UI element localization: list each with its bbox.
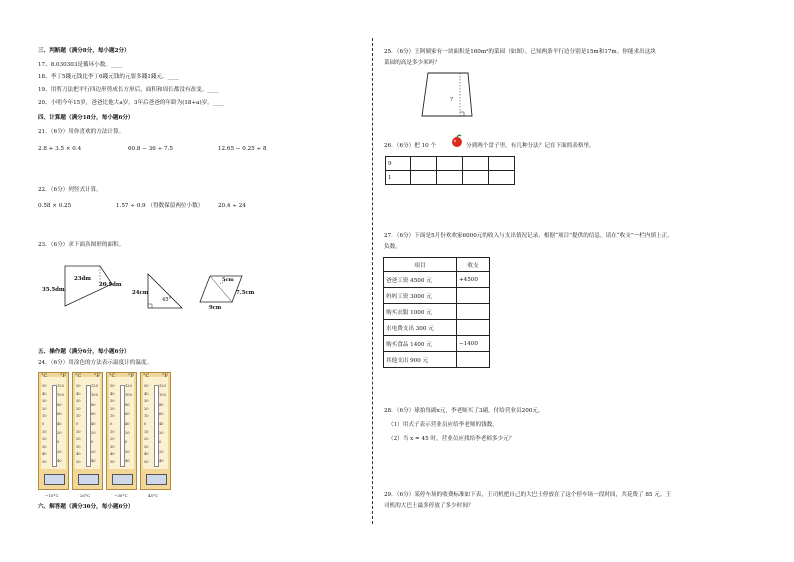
celsius-tick-label: 10 — [144, 414, 149, 419]
fahrenheit-tick-label: 0 — [91, 440, 94, 445]
table-cell — [463, 157, 489, 171]
parallelogram-top-label: 5cm — [222, 277, 234, 283]
celsius-unit: °C — [143, 373, 150, 379]
table-cell: 妈妈工资 3000 元 — [384, 288, 457, 304]
triangle-figure — [146, 272, 186, 312]
section-4-title: 四、计算题（满分18分，每小题6分） — [38, 115, 134, 121]
q21-expr-a: 2.8 + 3.5 × 0.4 — [38, 146, 82, 152]
celsius-tick-label: 30 — [110, 444, 115, 449]
celsius-tick-label: 10 — [76, 414, 81, 419]
celsius-tick-label: 50 — [76, 460, 81, 464]
fahrenheit-tick-label: 20 — [91, 431, 96, 435]
trapezoid-left-label: 35.5dm — [42, 287, 65, 293]
q22-expr-c: 20.4 ÷ 24 — [218, 203, 246, 209]
celsius-tick-label: 40 — [144, 452, 149, 457]
table-cell — [463, 171, 489, 185]
celsius-tick-label: 40 — [76, 391, 81, 396]
celsius-tick-label: 50 — [42, 384, 47, 388]
question-23: 23．（6分）求下面各图形的面积。 — [38, 242, 125, 248]
table-cell: 9 — [386, 157, 411, 171]
fahrenheit-tick-label: 100 — [159, 393, 166, 398]
celsius-tick-label: 30 — [144, 444, 149, 449]
celsius-tick-label: 20 — [144, 437, 149, 442]
question-28: 28．（6分）球拍每副x元，李老师买了3副，付给营业员200元。 — [384, 408, 544, 414]
celsius-tick-label: 0 — [42, 422, 45, 426]
question-26-prefix: 26．（6分）把 10 个 — [384, 143, 437, 149]
question-27-line1: 27．（6分）下面是5月份欢欢家6000元的收入与支出情况记录，根据“项目”提供的信息，请在“收支”一栏内填上正、 — [384, 233, 673, 239]
fahrenheit-tick-label: 100 — [125, 393, 132, 398]
table-cell — [457, 352, 490, 368]
fahrenheit-tick-label: 40 — [159, 421, 164, 426]
celsius-tick-label: 10 — [144, 429, 149, 434]
section-6-title: 六、解答题（满分36分，每小题6分） — [38, 504, 134, 510]
table-cell: 其他支出 900 元 — [384, 352, 457, 368]
celsius-tick-label: 20 — [76, 437, 81, 442]
fahrenheit-tick-label: 0 — [159, 440, 162, 445]
question-19: 19、用剪刀法把平行四边形剪成长方形后，面积和周长都没有改变。____ — [38, 87, 219, 93]
fahrenheit-tick-label: 80 — [57, 402, 62, 407]
celsius-tick-label: 50 — [110, 384, 115, 388]
table-cell — [457, 320, 490, 336]
celsius-tick-label: 20 — [42, 406, 47, 411]
celsius-tick-label: 50 — [42, 460, 47, 464]
fahrenheit-tick-label: 100 — [57, 393, 64, 398]
section-5-title: 五、操作题（满分6分，每小题6分） — [38, 349, 130, 355]
celsius-tick-label: 40 — [76, 452, 81, 457]
celsius-tick-label: 20 — [42, 437, 47, 442]
fahrenheit-unit: °F — [60, 373, 66, 379]
celsius-tick-label: 10 — [42, 429, 47, 434]
celsius-unit: °C — [75, 373, 82, 379]
fahrenheit-tick-label: 40 — [91, 421, 96, 426]
celsius-tick-label: 30 — [76, 399, 81, 404]
celsius-tick-label: 30 — [144, 399, 149, 404]
fahrenheit-unit: °F — [128, 373, 134, 379]
fahrenheit-tick-label: 20 — [125, 431, 130, 435]
celsius-tick-label: 20 — [110, 406, 115, 411]
celsius-tick-label: 50 — [144, 384, 149, 388]
celsius-tick-label: 10 — [110, 414, 115, 419]
celsius-unit: °C — [109, 373, 116, 379]
celsius-tick-label: 40 — [110, 391, 115, 396]
celsius-tick-label: 50 — [110, 460, 115, 464]
q27-table — [383, 257, 490, 368]
fahrenheit-unit: °F — [162, 373, 168, 379]
thermometer-temp-3: −30°C — [114, 493, 128, 498]
question-24: 24．（6分）用涂色的方法表示温度计的温度。 — [38, 360, 153, 366]
question-20: 20、小明今年15岁，爸爸比他大a岁，3年后爸爸的年龄为(18+a)岁。____ — [38, 100, 225, 106]
trapezoid-top-label: 23dm — [74, 276, 91, 282]
table-cell — [489, 171, 515, 185]
celsius-tick-label: 40 — [42, 452, 47, 457]
apple-icon — [450, 134, 464, 148]
trapezoid-right-label: 20.5dm — [99, 282, 122, 288]
table-header-row — [384, 258, 490, 272]
fahrenheit-tick-label: 20 — [159, 431, 164, 435]
thermometer[interactable] — [106, 372, 137, 490]
table-cell — [489, 157, 515, 171]
question-27-line2: 负数。 — [384, 244, 401, 250]
question-29-line1: 29．（6分）某停车场的收费标准如下表，王司机把自己的大巴士停放在了这个停车场一段时间，共花费了 85 元。王 — [384, 492, 672, 498]
table-header-value: 收支 — [457, 258, 490, 272]
table-cell — [457, 304, 490, 320]
fahrenheit-tick-label: 40 — [57, 421, 62, 426]
question-25-line1: 25．（6分）王阿姨家有一块面积是160m²的菜园（如图）。已知两条平行边分别是15m和17m。你能求出这块 — [384, 49, 656, 55]
fahrenheit-tick-label: 120 — [125, 384, 132, 388]
table-cell: 购买衣服 1000 元 — [384, 304, 457, 320]
fahrenheit-tick-label: 40 — [91, 459, 96, 464]
fahrenheit-tick-label: 20 — [125, 449, 130, 454]
fahrenheit-tick-label: 40 — [125, 421, 130, 426]
thermometer[interactable] — [38, 372, 69, 490]
question-17: 17、8.030303是循环小数。____ — [38, 62, 123, 68]
question-21: 21．（6分）用你喜欢的方法计算。 — [38, 129, 125, 135]
question-28-part1: （1）用式子表示营业员应给李老师的钱数。 — [388, 422, 498, 428]
fahrenheit-tick-label: 120 — [91, 384, 98, 388]
thermometer[interactable] — [72, 372, 103, 490]
fahrenheit-tick-label: 0 — [125, 440, 128, 445]
celsius-tick-label: 30 — [42, 399, 47, 404]
thermometer-temp-1: −10°C — [45, 493, 59, 498]
fahrenheit-tick-label: 120 — [159, 384, 166, 388]
fahrenheit-tick-label: 40 — [125, 459, 130, 464]
fahrenheit-tick-label: 20 — [159, 449, 164, 454]
q22-expr-a: 0.58 × 0.25 — [38, 203, 72, 209]
table-header-item: 项目 — [384, 258, 457, 272]
table-row — [384, 288, 490, 304]
question-22: 22．（6分）列竖式计算。 — [38, 187, 102, 193]
celsius-tick-label: 10 — [76, 429, 81, 434]
table-cell: 水电费支出 300 元 — [384, 320, 457, 336]
table-row — [386, 157, 515, 171]
table-cell: −1400 — [457, 336, 490, 352]
q21-expr-b: 60.8 − 36 ÷ 7.5 — [128, 146, 173, 152]
table-cell: +4500 — [457, 272, 490, 288]
fahrenheit-tick-label: 60 — [57, 412, 62, 417]
table-cell — [437, 157, 463, 171]
table-cell — [411, 171, 437, 185]
q22-expr-b: 1.57 ÷ 0.9 （得数保留两位小数） — [116, 203, 204, 209]
question-25-line2: 菜园的高是多少米吗？ — [384, 60, 440, 66]
celsius-tick-label: 50 — [76, 384, 81, 388]
fahrenheit-tick-label: 80 — [159, 402, 164, 407]
table-row — [384, 336, 490, 352]
celsius-tick-label: 30 — [42, 444, 47, 449]
celsius-tick-label: 10 — [42, 414, 47, 419]
triangle-angle-label: 45° — [162, 297, 172, 303]
fahrenheit-unit: °F — [94, 373, 100, 379]
fahrenheit-tick-label: 60 — [91, 412, 96, 417]
section-3-title: 三、判断题（满分8分，每小题2分） — [38, 48, 130, 54]
table-cell: 购买食品 1400 元 — [384, 336, 457, 352]
parallelogram-bottom-label: 9cm — [209, 305, 222, 311]
fahrenheit-tick-label: 20 — [57, 449, 62, 454]
celsius-tick-label: 40 — [42, 391, 47, 396]
garden-trapezoid-figure — [420, 70, 476, 120]
fahrenheit-tick-label: 60 — [159, 412, 164, 417]
celsius-tick-label: 0 — [110, 422, 113, 426]
fahrenheit-tick-label: 60 — [125, 412, 130, 417]
triangle-side-label: 24cm — [132, 290, 149, 296]
question-29-line2: 司机的大巴士最多停放了多少时间？ — [384, 503, 474, 509]
question-28-part2: （2）当 x = 45 时，营业员应找给李老师多少元？ — [388, 436, 515, 442]
celsius-tick-label: 20 — [144, 406, 149, 411]
table-row — [384, 320, 490, 336]
parallelogram-right-label: 7.5cm — [236, 290, 255, 296]
question-26-suffix: 分到两个盘子里，有几种分法？记在下面的表格里。 — [466, 143, 595, 149]
q21-expr-c: 12.65 − 0.25 ÷ 8 — [218, 146, 267, 152]
thermometer-bulb — [78, 474, 99, 485]
celsius-tick-label: 0 — [144, 422, 147, 426]
celsius-tick-label: 40 — [110, 452, 115, 457]
celsius-tick-label: 30 — [76, 444, 81, 449]
q26-table — [385, 156, 515, 185]
table-row — [384, 304, 490, 320]
column-divider — [372, 38, 373, 524]
fahrenheit-tick-label: 120 — [57, 384, 64, 388]
table-cell: 爸爸工资 4500 元 — [384, 272, 457, 288]
celsius-tick-label: 40 — [144, 391, 149, 396]
fahrenheit-tick-label: 80 — [91, 402, 96, 407]
thermometer-bulb — [112, 474, 133, 485]
fahrenheit-tick-label: 100 — [91, 393, 98, 398]
thermometer-bulb — [44, 474, 65, 485]
celsius-tick-label: 10 — [110, 429, 115, 434]
table-row — [384, 352, 490, 368]
fahrenheit-tick-label: 20 — [57, 431, 62, 435]
fahrenheit-tick-label: 40 — [57, 459, 62, 464]
thermometer-bulb — [146, 474, 167, 485]
thermometer[interactable] — [140, 372, 171, 490]
celsius-tick-label: 50 — [144, 460, 149, 464]
thermometer-temp-2: 20°C — [80, 493, 91, 498]
table-row — [386, 171, 515, 185]
table-cell: 1 — [386, 171, 411, 185]
garden-height-label: ? — [450, 97, 453, 103]
celsius-tick-label: 20 — [76, 406, 81, 411]
fahrenheit-tick-label: 80 — [125, 402, 130, 407]
table-row — [384, 272, 490, 288]
table-cell — [437, 171, 463, 185]
celsius-tick-label: 20 — [110, 437, 115, 442]
table-cell — [457, 288, 490, 304]
table-cell — [411, 157, 437, 171]
celsius-tick-label: 0 — [76, 422, 79, 426]
celsius-tick-label: 30 — [110, 399, 115, 404]
fahrenheit-tick-label: 0 — [57, 440, 60, 445]
celsius-unit: °C — [41, 373, 48, 379]
thermometer-temp-4: 45°C — [148, 493, 159, 498]
fahrenheit-tick-label: 40 — [159, 459, 164, 464]
fahrenheit-tick-label: 20 — [91, 449, 96, 454]
question-18: 18、李丁5錢元钱比李丁6錢元钱的元要多錢1錢元。____ — [38, 74, 179, 80]
